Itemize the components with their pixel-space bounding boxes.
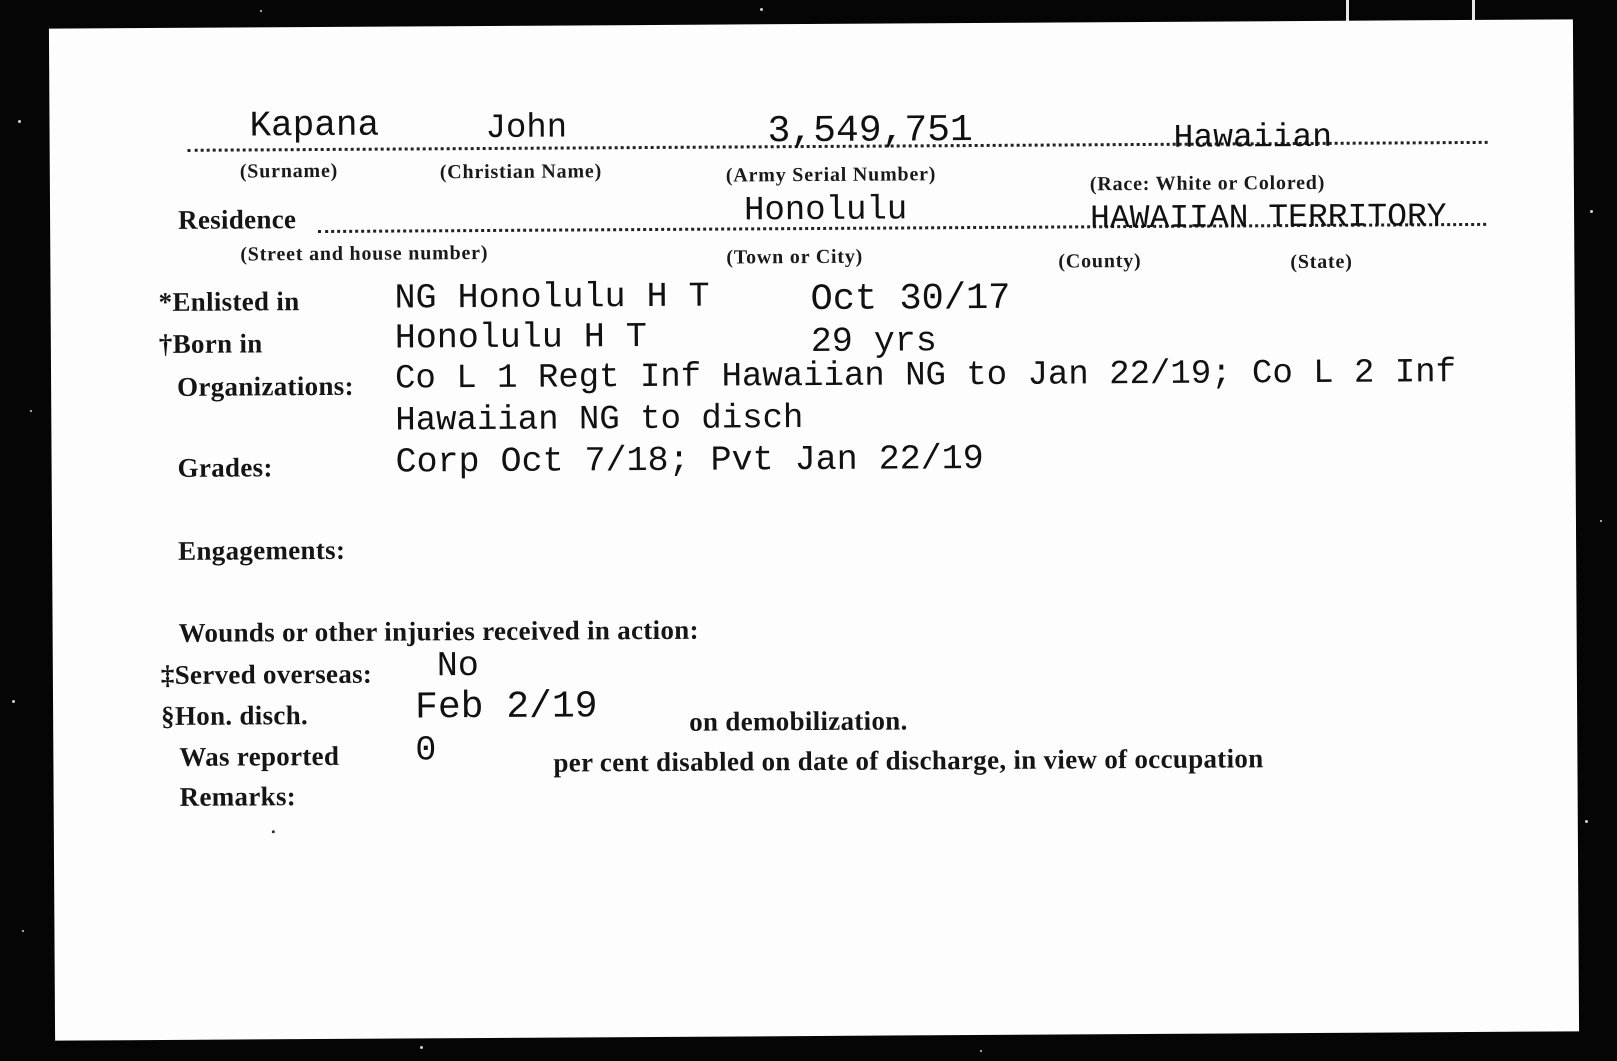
enlisted-label: *Enlisted in xyxy=(158,286,300,317)
film-speck xyxy=(1590,210,1593,213)
film-speck xyxy=(1585,820,1588,823)
grades-value: Corp Oct 7/18; Pvt Jan 22/19 xyxy=(395,438,984,483)
film-speck xyxy=(1600,520,1602,522)
surname-value: Kapana xyxy=(249,104,380,147)
film-speck xyxy=(12,700,15,703)
christian-name-caption: (Christian Name) xyxy=(439,160,603,184)
race-caption: (Race: White or Colored) xyxy=(1089,171,1326,196)
town-value: Honolulu xyxy=(743,191,908,231)
wounds-label: Wounds or other injuries received in action: xyxy=(178,614,699,648)
born-age-value: 29 yrs xyxy=(810,321,938,363)
remarks-label: Remarks: xyxy=(179,781,297,812)
born-label: †Born in xyxy=(158,328,263,359)
service-record-card xyxy=(49,19,1579,1040)
christian-name-value: John xyxy=(485,109,568,148)
residence-label: Residence xyxy=(178,204,297,235)
film-speck xyxy=(980,1050,982,1052)
film-speck xyxy=(760,8,763,11)
state-value: HAWAIIAN TERRITORY xyxy=(1089,198,1447,238)
disability-suffix: per cent disabled on date of discharge, in view of occupation xyxy=(553,743,1264,778)
engagements-label: Engagements: xyxy=(178,534,346,566)
film-speck xyxy=(420,1046,423,1049)
town-caption: (Town or City) xyxy=(726,245,864,269)
county-caption: (County) xyxy=(1058,249,1142,273)
race-value: Hawaiian xyxy=(1173,118,1333,157)
film-speck xyxy=(260,10,262,12)
enlisted-date-value: Oct 30/17 xyxy=(810,277,1011,322)
was-reported-label: Was reported xyxy=(179,740,340,772)
surname-caption: (Surname) xyxy=(239,159,339,183)
state-caption: (State) xyxy=(1290,250,1353,274)
ink-speck xyxy=(272,830,275,833)
organizations-line-1: Co L 1 Regt Inf Hawaiian NG to Jan 22/19; Co L 2 Inf xyxy=(394,354,1457,399)
enlisted-place-value: NG Honolulu H T xyxy=(394,276,710,319)
organizations-label: Organizations: xyxy=(177,370,354,402)
organizations-line-2: Hawaiian NG to disch xyxy=(395,400,804,441)
served-overseas-value: No xyxy=(436,646,479,687)
served-overseas-label: ‡Served overseas: xyxy=(160,658,373,690)
born-place-value: Honolulu H T xyxy=(394,317,647,359)
serial-number-value: 3,549,751 xyxy=(767,109,973,154)
film-speck xyxy=(30,410,32,412)
hon-disch-label: §Hon. disch. xyxy=(161,700,309,731)
film-speck xyxy=(18,120,21,123)
disability-percent-value: 0 xyxy=(415,730,437,771)
street-caption: (Street and house number) xyxy=(240,241,489,266)
serial-caption: (Army Serial Number) xyxy=(725,163,937,187)
hon-disch-date-value: Feb 2/19 xyxy=(414,685,598,730)
grades-label: Grades: xyxy=(177,452,273,483)
hon-disch-suffix: on demobilization. xyxy=(689,705,908,737)
film-speck xyxy=(22,930,24,932)
